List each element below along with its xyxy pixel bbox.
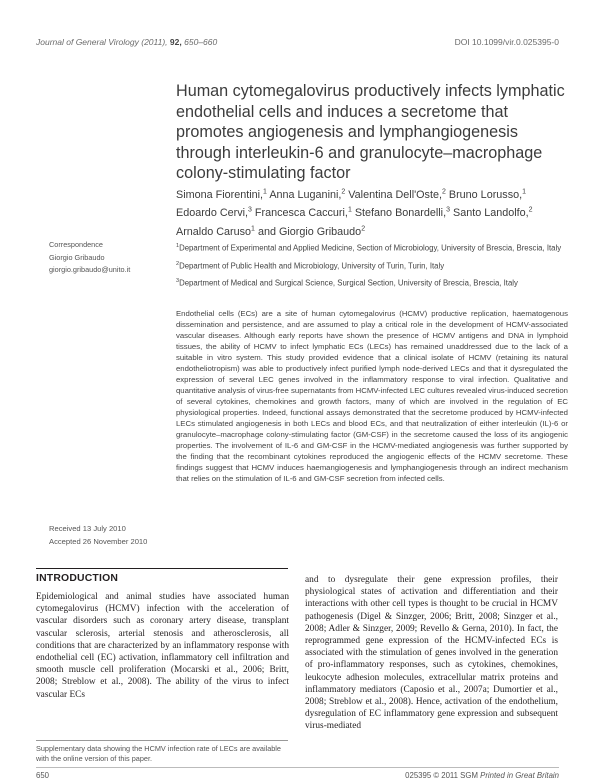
- intro-column-right: and to dysregulate their gene expression profiles, their physiological states of activation and differentiation and their interactions with other cell types is thought to be crucial in HCMV pathogenesis (Digel & Sinzger, 2006; Britt, 2008; Sinzger et al., 2008; Adler & Sinzger, 2009; Revello & Gerna, 2010). In fact, the reprogrammed gene expression of the HCMV-infected ECs is associated with the stimulation of genes involved in the generation of pro-inflammatory responses, such as cytokines, chemokines, leukocyte adhesion molecules, extracellular matrix proteins and inflammatory mediators (Caposio et al., 2007a; Dumortier et al., 2008; Streblow et al., 2008). Hence, activation of the endothelium, dysregulation of EC inflammatory gene expression and subsequent virus-mediated: [305, 575, 558, 732]
- author: Anna Luganini,$^2$: [269, 188, 346, 201]
- affiliation: $^1$Department of Experimental and Applied Medicine, Section of Microbiology, University of Brescia, Brescia, Italy: [176, 243, 562, 253]
- accepted-date: Accepted 26 November 2010: [49, 536, 148, 546]
- correspondence-label: Correspondence: [49, 240, 103, 249]
- correspondence-name: Giorgio Gribaudo: [49, 252, 105, 262]
- footer-copyright: [405, 771, 559, 780]
- correspondence: [49, 239, 169, 277]
- author: Stefano Bonardelli,$^3$: [354, 206, 450, 220]
- correspondence-email[interactable]: giorgio.gribaudo@unito.it: [49, 265, 131, 274]
- journal-header: [36, 37, 217, 47]
- section-rule: [36, 568, 288, 569]
- journal-pages: 650–660: [184, 37, 218, 47]
- author: Santo Landolfo,$^2$: [453, 206, 533, 220]
- author: Edoardo Cervi,$^3$: [176, 206, 252, 220]
- author: Bruno Lorusso,$^1$: [448, 188, 527, 201]
- footnote: Supplementary data showing the HCMV infection rate of LECs are available with the online version of this paper.: [36, 744, 281, 763]
- footer-code: 025395 © 2011 SGM: [405, 771, 478, 780]
- affiliation: $^3$Department of Medical and Surgical Science, Surgical Section, University of Brescia, Brescia, Italy: [176, 278, 518, 288]
- page-footer-rule: [36, 767, 559, 768]
- footnote-rule: [36, 740, 288, 741]
- journal-volume: 92,: [169, 37, 182, 47]
- author: Simona Fiorentini,$^1$: [176, 188, 267, 201]
- journal-year: (2011),: [141, 37, 168, 47]
- doi[interactable]: DOI 10.1099/vir.0.025395-0: [454, 37, 559, 47]
- affiliation: $^2$Department of Public Health and Microbiology, University of Turin, Turin, Italy: [176, 260, 445, 271]
- received-date: Received 13 July 2010: [49, 524, 126, 533]
- author: and Giorgio Gribaudo$^2$: [257, 225, 366, 239]
- footer-printed: Printed in Great Britain: [480, 771, 559, 780]
- page-number: 650: [36, 771, 50, 780]
- author: Valentina Dell'Oste,$^2$: [348, 188, 446, 201]
- section-heading-introduction: INTRODUCTION: [36, 573, 119, 584]
- article-title: Human cytomegalovirus productively infects lymphatic endothelial cells and induces a secretome that promotes angiogenesis and lymphangiogenesis through interleukin-6 and granulocyte–macrophage colony-stimulating factor: [176, 82, 565, 183]
- author: Francesca Caccuri,$^1$: [254, 206, 352, 220]
- abstract: Endothelial cells (ECs) are a site of human cytomegalovirus (HCMV) productive replication, haematogenous dissemination and persistence, and are assumed to play a critical role in the development of HCMV-associated vascular diseases. Although early reports have shown the presence of HCMV antigens and DNA in lymphoid tissues, the ability of HCMV to infect lymphatic ECs (LECs) has remained unaddressed due to the lack of a suitable in vitro system. This study provided evidence that a clinical isolate of HCMV (retaining its natural endotheliotropism) was able to productively infect purified lymph node-derived LECs and that it dysregulated the expression of several LEC genes involved in the inflammatory response to viral infection. Qualitative and quantitative analysis of virus-free supernatants from HCMV-infected LEC cultures revealed virus-induced secretion of several cytokines, chemokines and growth factors, many of which are involved in the regulation of EC physiological properties. Indeed, functional assays demonstrated that the secretome produced by HCMV-infected LECs stimulated angiogenesis in both LECs and blood ECs, and that neutralization of either interleukin (IL)-6 or granulocyte–macrophage colony-stimulating factor (GM-CSF) in the secretome caused the loss of its angiogenic properties. The involvement of IL-6 and GM-CSF in the HCMV-mediated angiogenesis was further supported by the finding that the recombinant cytokines reproduced the angiogenic effects of the HCMV secretome. These findings suggest that HCMV induces haemangiogenesis and lymphangiogenesis through an indirect mechanism that relies on the stimulation of IL-6 and GM-CSF secretion from infected cells.: [176, 309, 568, 483]
- affiliations: [176, 241, 571, 294]
- journal-name: Journal of General Virology: [36, 37, 139, 47]
- author: Arnaldo Caruso$^1$: [176, 225, 255, 239]
- author-list: [176, 184, 566, 240]
- received-accepted-dates: [49, 523, 169, 548]
- intro-column-left: Epidemiological and animal studies have associated human cytomegalovirus (HCMV) infection with the acceleration of vascular disorders such as coronary artery disease, transplant vascular sclerosis, arterial stenosis and atherosclerosis, all conditions that are characterized by an inflammatory response with endothelial cell (EC) activation, inflammatory cell infiltration and smooth muscle cell proliferation (Mocarski et al., 2006; Britt, 2008; Streblow et al., 2008). The ability of the virus to infect vascular ECs: [36, 592, 289, 700]
